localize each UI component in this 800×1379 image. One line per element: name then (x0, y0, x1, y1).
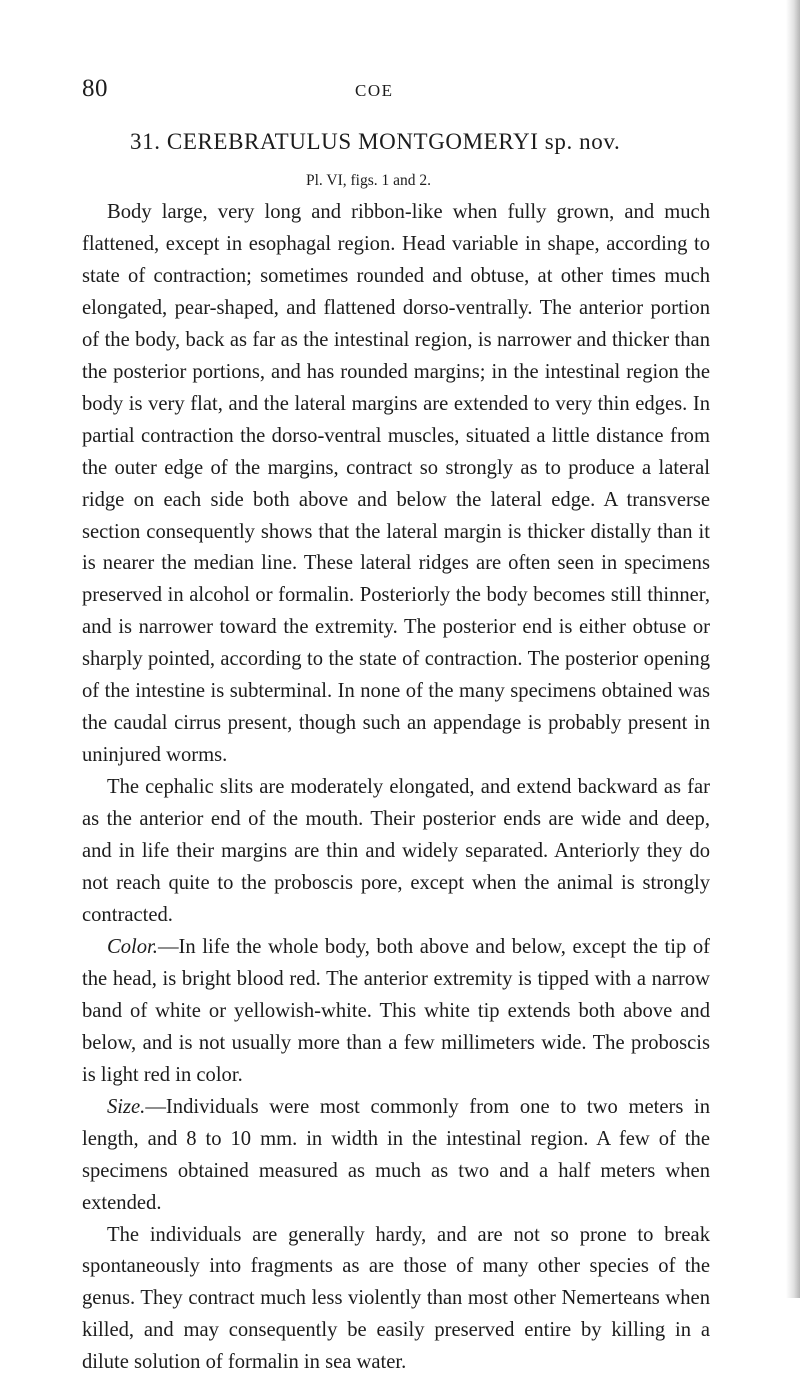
paragraph-cephalic-slits (82, 772, 710, 932)
plate-reference: Pl. VI, figs. 1 and 2. (306, 172, 431, 191)
body-text (82, 197, 710, 1379)
species-title: 31. CEREBRATULUS MONTGOMERYI sp. nov. (130, 128, 620, 156)
paragraph-size (82, 1092, 710, 1220)
paragraph-text: Body large, very long and ribbon-like when fully grown, and much flattened, except in esophagal region. Head variable in shape, according to state of contraction; sometimes rounded and obtuse, at other times much elongated, pear-shaped, and flattened dorso-ventrally. The anterior portion of the body, back as far as the intestinal region, is narrower and thicker than the posterior portions, and has rounded margins; in the intestinal region the body is very flat, and the lateral margins are extended to very thin edges. In partial contraction the dorso-ventral muscles, situated a little distance from the outer edge of the margins, contract so strongly as to produce a lateral ridge on each side both above and below the lateral edge. A transverse section consequently shows that the lateral margin is thicker distally than it is nearer the median line. These lateral ridges are often seen in specimens preserved in alcohol or formalin. Posteriorly the body becomes still thinner, and is narrower toward the extremity. The posterior end is either obtuse or sharply pointed, according to the state of contraction. The posterior opening of the intestine is subterminal. In none of the many specimens obtained was the caudal cirrus present, though such an appendage is probably present in uninjured worms. (82, 201, 710, 766)
paragraph-lead-in: Color. (107, 936, 158, 958)
page-number: 80 (82, 76, 108, 101)
paragraph-description (82, 197, 710, 772)
paragraph-text: The cephalic slits are moderately elongated, and extend backward as far as the anterior end of the mouth. Their posterior ends are wide and deep, and in life their margins are thin and widely separated. Anteriorly they do not reach quite to the proboscis pore, except when the animal is strongly contracted. (82, 776, 710, 926)
paragraph-lead-in: Size. (107, 1096, 145, 1118)
paragraph-text: —In life the whole body, both above and below, except the tip of the head, is bright blood red. The anterior extremity is tipped with a narrow band of white or yellowish-white. This white tip extends both above and below, and is not usually more than a few millimeters wide. The proboscis is light red in color. (82, 936, 710, 1086)
paragraph-text: —Individuals were most commonly from one to two meters in length, and 8 to 10 mm. in width in the intestinal region. A few of the specimens obtained measured as much as two and a half meters when extended. (82, 1096, 710, 1214)
running-head: COE (355, 82, 394, 99)
paragraph-hardiness (82, 1220, 710, 1379)
paragraph-text: The individuals are generally hardy, and are not so prone to break spontaneously into fragments as are those of many other species of the genus. They contract much less violently than most other Nemerteans when killed, and may consequently be easily preserved entire by killing in a dilute solution of formalin in sea water. (82, 1224, 710, 1374)
page-edge-shadow (786, 0, 800, 1298)
paragraph-color (82, 932, 710, 1092)
